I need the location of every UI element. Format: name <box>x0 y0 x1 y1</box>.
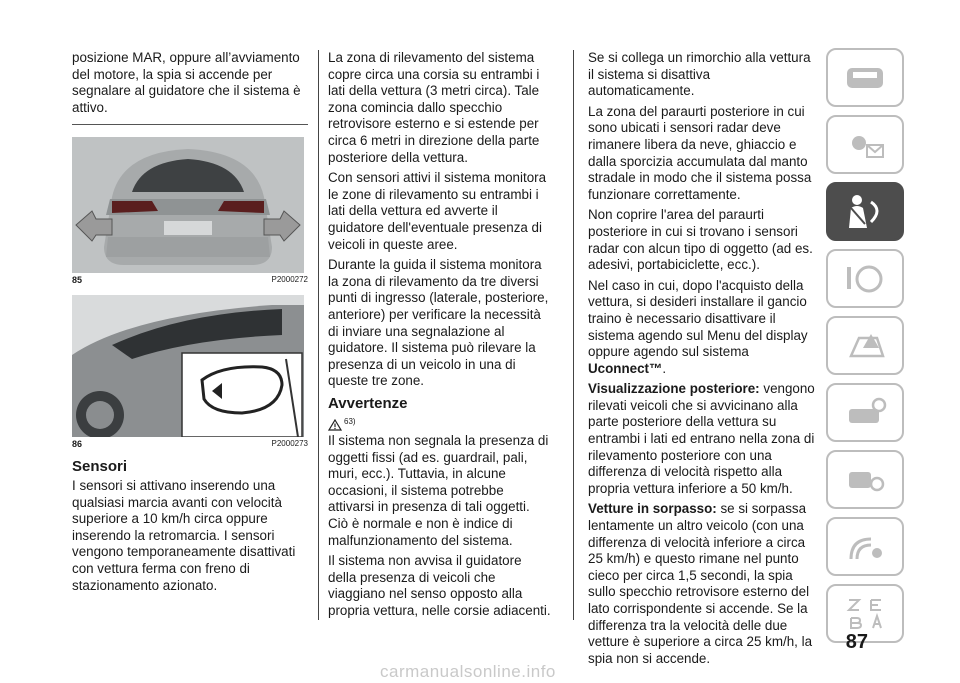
paragraph: Il sistema non segnala la presenza di oggetti fissi (ad es. guardrail, pali, muri, ecc.). Tuttavia, in alcune occasioni, il sistema potrebbe attivarsi in presenza di tali oggetti. Ciò è normale e non è indice di malfunzionamento del sistema. <box>328 433 549 548</box>
tab-warning-lights[interactable] <box>826 115 904 174</box>
paragraph-text: Nel caso in cui, dopo l'acquisto della vettura, si desideri installare il gancio traino è necessario disattivare il sistema agendo sul Menu del display oppure agendo sul sistema <box>588 277 808 360</box>
figure-85-car-rear <box>72 137 304 273</box>
paragraph: Se si collega un rimorchio alla vettura il sistema si disattiva automaticamente. <box>588 50 811 99</box>
figure-86-caption <box>72 439 308 449</box>
figure-rule <box>72 124 308 125</box>
warning-triangle-icon <box>328 419 342 431</box>
emergency-road-icon <box>841 328 889 364</box>
intro-paragraph: posizione MAR, oppure all’avviamento del motore, la spia si accende per segnalare al guidatore che il sistema è attivo. <box>72 50 301 115</box>
figure-86-side-mirror <box>72 295 304 437</box>
maintenance-car-icon <box>841 395 889 431</box>
tab-safety[interactable] <box>826 182 904 241</box>
sensori-paragraph: I sensori si attivano inserendo una qualsiasi marcia avanti con velocità superiore a 10 km/h circa oppure inserendo la retromarcia. I sensori vengono temporaneamente disattivati con vettura ferma con freno di stazionamento azionato. <box>72 477 296 593</box>
warning-light-icon <box>841 127 889 163</box>
tab-emergency[interactable] <box>826 316 904 375</box>
warning-reference <box>328 414 552 431</box>
chapter-tabs <box>826 48 904 651</box>
tab-dashboard[interactable] <box>826 48 904 107</box>
section-heading-avvertenze: Avvertenze <box>328 394 408 412</box>
figure-code: P2000272 <box>271 275 308 285</box>
paragraph <box>588 381 820 497</box>
term-vetture-in-sorpasso: Vetture in sorpasso: <box>588 501 717 517</box>
page-number: 87 <box>845 631 868 653</box>
term-visualizzazione-posteriore: Visualizzazione posteriore: <box>588 381 760 397</box>
paragraph: Durante la guida il sistema monitora la zona di rilevamento da tre diversi punti di ingresso (laterale, posteriore, anteriore) per verificare la necessità di inviare una segnalazione al guidatore. Il sistema può rilevare la presenza di un veicolo in una di queste tre zone. <box>328 257 549 389</box>
column-divider <box>573 50 574 620</box>
watermark: carmanualsonline.info <box>380 662 556 681</box>
tab-multimedia[interactable] <box>826 517 904 576</box>
right-column <box>588 50 820 671</box>
multimedia-icon <box>841 529 889 565</box>
middle-column <box>328 50 552 624</box>
paragraph: Con sensori attivi il sistema monitora le zone di rilevamento su entrambi i lati della vettura ed avverte il guidatore dell'eventuale presenza di veicoli in queste aree. <box>328 170 547 252</box>
paragraph-end: . <box>662 360 667 376</box>
paragraph <box>588 501 820 667</box>
figure-number: 86 <box>72 439 83 450</box>
paragraph: La zona del paraurti posteriore in cui sono ubicati i sensori radar deve rimanere libera da neve, ghiaccio e dalla sporcizia accumulata dal manto stradale in modo che il sistema possa funzionare correttamente. <box>588 103 812 202</box>
technical-data-icon <box>841 462 889 498</box>
side-mirror-illustration <box>72 295 304 437</box>
paragraph: Il sistema non avvisa il guidatore della presenza di veicoli che viaggiano nel senso opposto alla propria vettura, nelle corsie adiacenti. <box>328 553 551 618</box>
car-dashboard-icon <box>841 60 889 96</box>
uconnect-term: Uconnect™ <box>588 360 663 376</box>
index-icon <box>841 594 889 634</box>
paragraph: La zona di rilevamento del sistema copre circa una corsia su entrambi i lati della vettura (3 metri circa). Tale zona comincia dallo specchio retrovisore esterno e si estende per circa 6 metri in direzione della parte posteriore della vettura. <box>328 50 540 165</box>
left-column <box>72 50 308 598</box>
figure-85-caption <box>72 275 308 285</box>
tab-technical-data[interactable] <box>826 450 904 509</box>
seatbelt-airbag-icon <box>841 192 889 232</box>
paragraph: Non coprire l'area del paraurti posteriore in cui si trovano i sensori radar con alcun tipo di oggetto (ad es. adesivi, portabiciclette, ecc.). <box>588 207 813 273</box>
steering-wheel-icon <box>841 261 889 297</box>
tab-maintenance[interactable] <box>826 383 904 442</box>
warning-ref-number: 63) <box>344 417 356 427</box>
paragraph <box>588 278 820 378</box>
section-heading-sensori: Sensori <box>72 458 128 476</box>
column-divider <box>318 50 319 620</box>
figure-number: 85 <box>72 275 83 286</box>
figure-code: P2000273 <box>271 439 308 449</box>
paragraph-text: vengono rilevati veicoli che si avvicinano alla parte posteriore della vettura su entrambi i lati ed entrano nella zona di rilevamento posteriore con una differenza di velocità rispetto alla propria vettura inferiore a 50 km/h. <box>588 381 815 496</box>
paragraph-text: se si sorpassa lentamente un altro veicolo (con una differenza di velocità inferiore a circa 25 km/h) e questo rimane nel punto cieco per circa 1,5 secondi, la spia sullo specchio retrovisore esterno del lato corrispondente si accende. Se la differenza tra la velocità delle due vetture è superiore a circa 25 km/h, la spia non si accende. <box>588 501 813 666</box>
car-rear-illustration <box>72 137 304 273</box>
tab-driving[interactable] <box>826 249 904 308</box>
